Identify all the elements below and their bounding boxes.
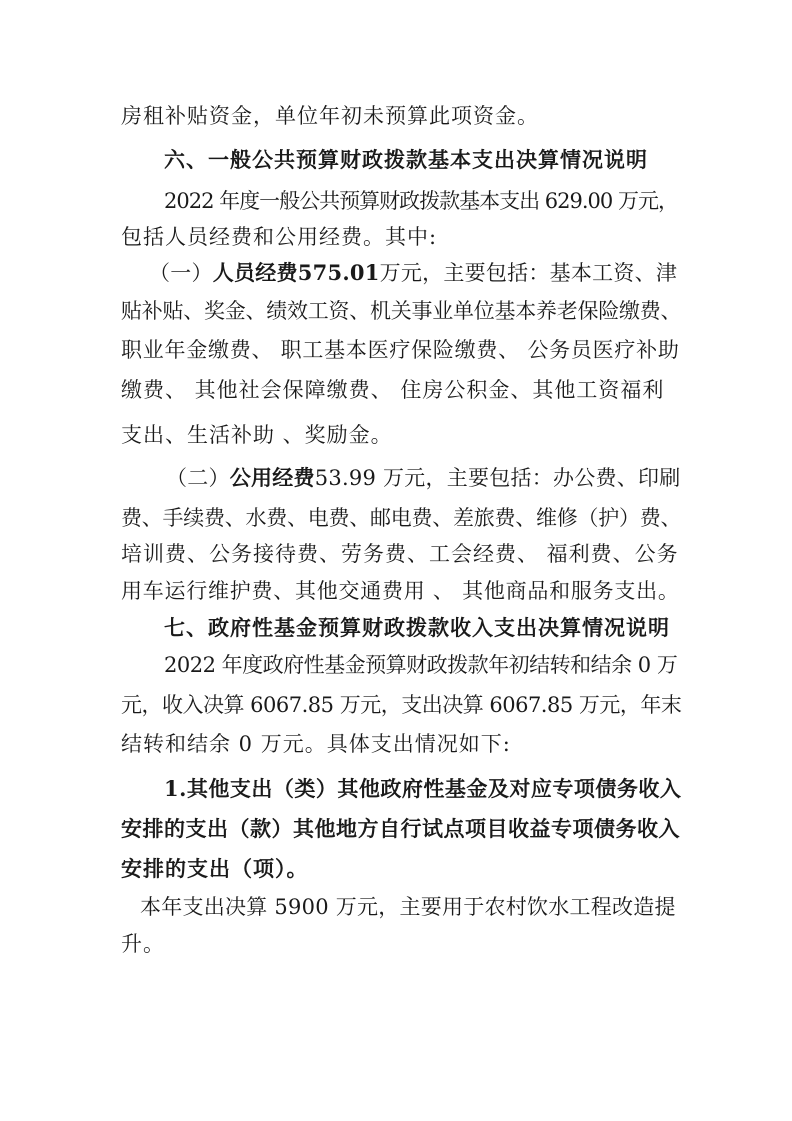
section6-heading: 六、一般公共预算财政拨款基本支出决算情况说明 xyxy=(164,147,648,172)
personnel-line3: 职业年金缴费、 职工基本医疗保险缴费、 公务员医疗补助 xyxy=(121,338,680,362)
section6-summary-line1: 2022 年度一般公共预算财政拨款基本支出 629.00 万元， xyxy=(164,189,678,213)
section7-line2: 元，收入决算 6067.85 万元，支出决算 6067.85 万元，年末 xyxy=(121,693,682,717)
item1-detail-line2: 升。 xyxy=(121,932,165,956)
item1-line1: 1.其他支出（类）其他政府性基金及对应专项债务收入 xyxy=(164,776,682,801)
public-paragraph-line1 xyxy=(166,463,681,493)
personnel-rest: 万元，主要包括：基本工资、津 xyxy=(379,261,678,285)
section7-line3: 结转和结余 0 万元。具体支出情况如下: xyxy=(121,732,511,756)
personnel-paragraph-line1 xyxy=(149,258,677,288)
public-line4: 用车运行维护费、其他交通费用 、 其他商品和服务支出。 xyxy=(121,579,680,603)
personnel-amount: 575.01 xyxy=(297,260,380,285)
personnel-line4: 缴费、 其他社会保障缴费、 住房公积金、其他工资福利 xyxy=(121,378,665,402)
public-line3: 培训费、公务接待费、劳务费、工会经费、 福利费、公务 xyxy=(121,542,679,566)
section7-line1: 2022 年度政府性基金预算财政拨款年初结转和结余 0 万 xyxy=(164,653,678,677)
item1-detail-line1: 本年支出决算 5900 万元，主要用于农村饮水工程改造提 xyxy=(140,895,676,919)
personnel-line5: 支出、生活补助 、奖励金。 xyxy=(121,423,393,447)
public-label: 公用经费 xyxy=(229,465,315,490)
public-prefix: （二） xyxy=(166,466,230,490)
public-line2: 费、手续费、水费、电费、邮电费、差旅费、维修（护）费、 xyxy=(121,506,682,530)
intro-tail-text: 房租补贴资金，单位年初未预算此项资金。 xyxy=(121,104,539,128)
public-rest: 53.99 万元，主要包括：办公费、印刷 xyxy=(314,466,681,490)
item1-line3: 安排的支出（项）。 xyxy=(121,856,309,881)
section6-summary-line2: 包括人员经费和公用经费。其中: xyxy=(121,225,438,249)
section7-heading: 七、政府性基金预算财政拨款收入支出决算情况说明 xyxy=(164,615,670,640)
personnel-line2: 贴补贴、奖金、绩效工资、机关事业单位基本养老保险缴费、 xyxy=(121,299,682,323)
personnel-label: 人员经费 xyxy=(212,260,298,285)
item1-line2: 安排的支出（款）其他地方自行试点项目收益专项债务收入 xyxy=(121,816,680,841)
personnel-prefix: （一） xyxy=(149,261,213,285)
